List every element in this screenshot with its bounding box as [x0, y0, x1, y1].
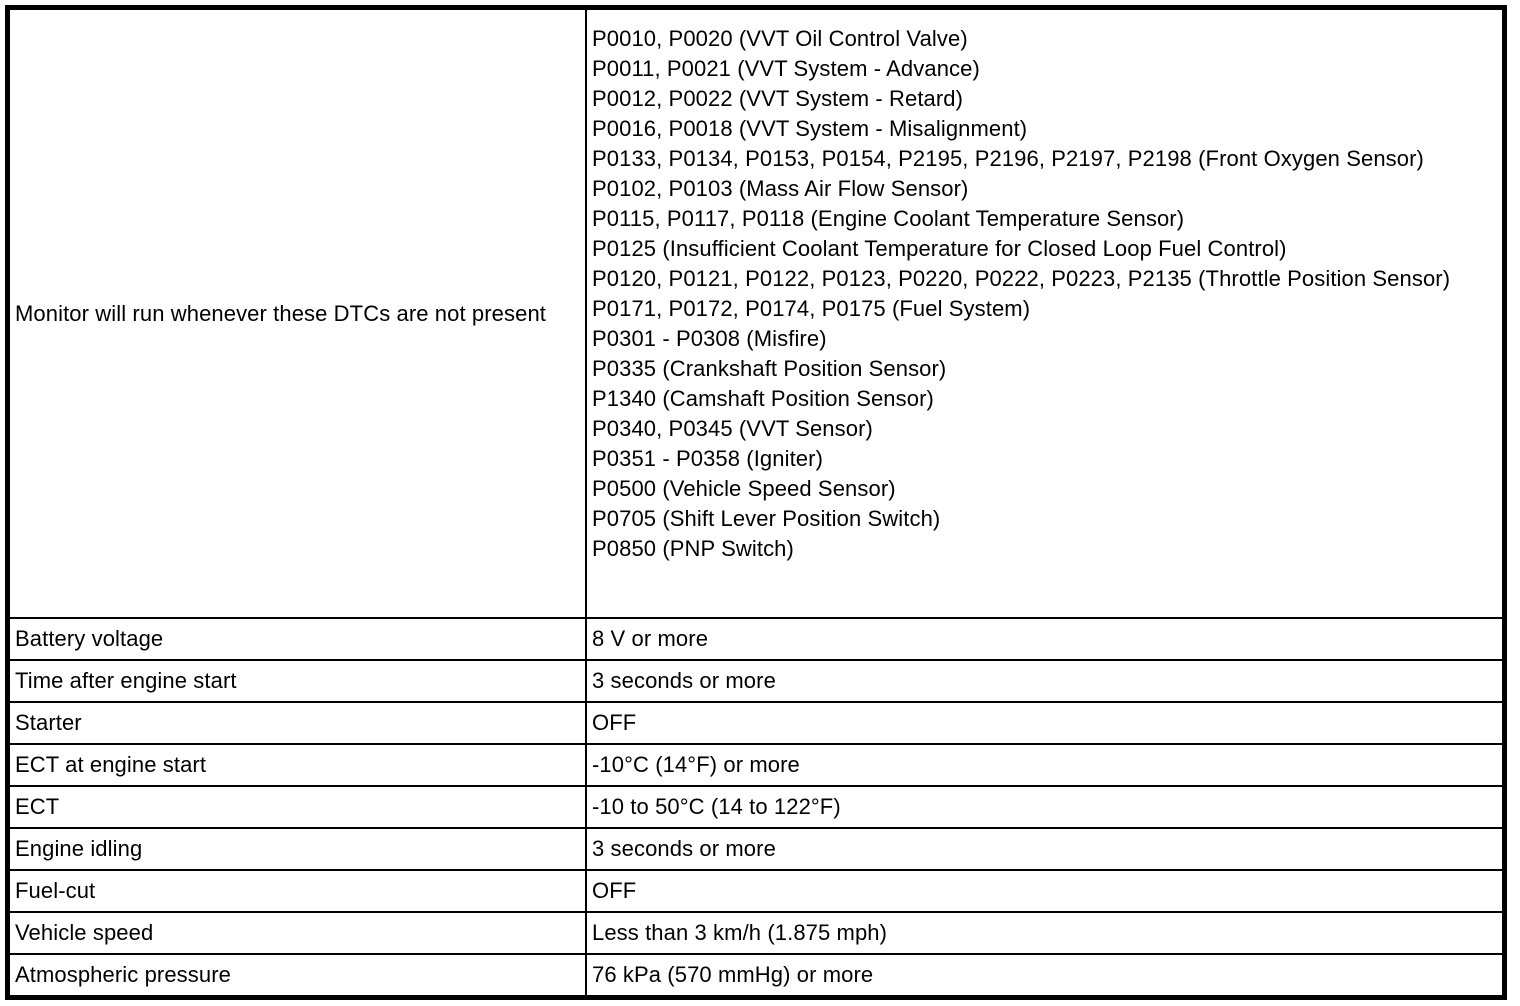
condition-label: Starter [9, 702, 586, 744]
condition-label: Atmospheric pressure [9, 954, 586, 996]
dtc-item: P0010, P0020 (VVT Oil Control Valve) [592, 26, 968, 51]
dtc-item: P0133, P0134, P0153, P0154, P2195, P2196, P2197, P2198 (Front Oxygen Sensor) [592, 146, 1424, 171]
condition-label: ECT [9, 786, 586, 828]
dtc-item: P0115, P0117, P0118 (Engine Coolant Temperature Sensor) [592, 206, 1185, 231]
table-row [9, 9, 1503, 618]
dtc-item: P0335 (Crankshaft Position Sensor) [592, 356, 947, 381]
dtc-item: P0012, P0022 (VVT System - Retard) [592, 86, 964, 111]
dtc-item: P1340 (Camshaft Position Sensor) [592, 386, 934, 411]
dtc-item: P0120, P0121, P0122, P0123, P0220, P0222, P0223, P2135 (Throttle Position Sensor) [592, 266, 1451, 291]
dtc-item: P0125 (Insufficient Coolant Temperature for Closed Loop Fuel Control) [592, 236, 1287, 261]
dtc-item: P0102, P0103 (Mass Air Flow Sensor) [592, 176, 969, 201]
conditions-table-grid [8, 8, 1504, 997]
dtc-item: P0705 (Shift Lever Position Switch) [592, 506, 941, 531]
dtc-item: P0011, P0021 (VVT System - Advance) [592, 56, 980, 81]
table-row [9, 912, 1503, 954]
condition-value: 8 V or more [586, 618, 1503, 660]
condition-label: Time after engine start [9, 660, 586, 702]
table-row [9, 870, 1503, 912]
table-row [9, 828, 1503, 870]
condition-value: 76 kPa (570 mmHg) or more [586, 954, 1503, 996]
dtc-item: P0171, P0172, P0174, P0175 (Fuel System) [592, 296, 1031, 321]
condition-value: 3 seconds or more [586, 828, 1503, 870]
table-row [9, 702, 1503, 744]
table-row [9, 660, 1503, 702]
condition-label: Vehicle speed [9, 912, 586, 954]
table-row [9, 618, 1503, 660]
condition-value: -10 to 50°C (14 to 122°F) [586, 786, 1503, 828]
dtc-item: P0351 - P0358 (Igniter) [592, 446, 823, 471]
condition-label: ECT at engine start [9, 744, 586, 786]
condition-value: 3 seconds or more [586, 660, 1503, 702]
dtc-item: P0850 (PNP Switch) [592, 536, 794, 561]
condition-label: Fuel-cut [9, 870, 586, 912]
table-row [9, 954, 1503, 996]
condition-value: -10°C (14°F) or more [586, 744, 1503, 786]
dtc-item: P0016, P0018 (VVT System - Misalignment) [592, 116, 1028, 141]
condition-value: OFF [586, 702, 1503, 744]
table-row [9, 744, 1503, 786]
condition-label: Engine idling [9, 828, 586, 870]
condition-value: OFF [586, 870, 1503, 912]
dtc-item: P0301 - P0308 (Misfire) [592, 326, 827, 351]
condition-label: Monitor will run whenever these DTCs are not present [9, 9, 586, 618]
dtc-item: P0500 (Vehicle Speed Sensor) [592, 476, 896, 501]
condition-value: Less than 3 km/h (1.875 mph) [586, 912, 1503, 954]
conditions-table [5, 5, 1507, 1000]
table-row [9, 786, 1503, 828]
condition-label: Battery voltage [9, 618, 586, 660]
dtc-item: P0340, P0345 (VVT Sensor) [592, 416, 873, 441]
dtc-list [586, 9, 1503, 618]
